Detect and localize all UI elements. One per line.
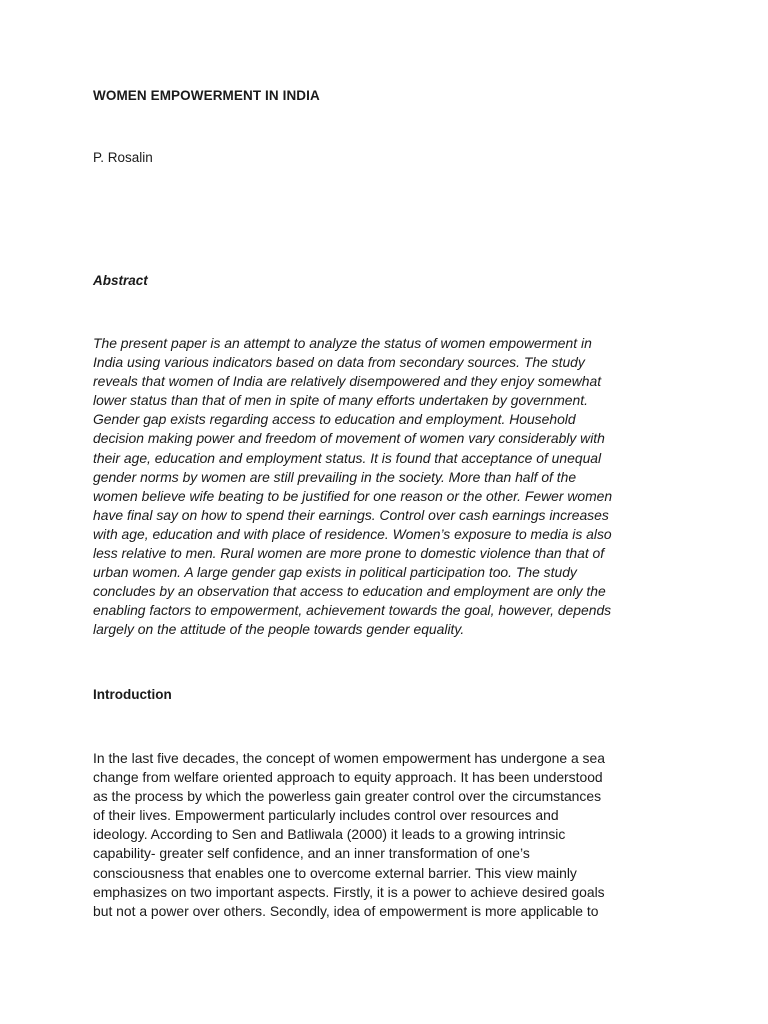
abstract-line: lower status than that of men in spite of many efforts undertaken by government.: [93, 392, 588, 409]
introduction-paragraph: [93, 749, 683, 921]
introduction-heading: Introduction: [93, 687, 172, 702]
introduction-line: of their lives. Empowerment particularly includes control over resources and: [93, 807, 559, 824]
abstract-line: their age, education and employment status. It is found that acceptance of unequal: [93, 449, 602, 466]
abstract-paragraph: [93, 334, 683, 640]
introduction-line: but not a power over others. Secondly, idea of empowerment is more applicable to: [93, 902, 599, 919]
abstract-line: reveals that women of India are relatively disempowered and they enjoy somewhat: [93, 373, 602, 390]
abstract-line: India using various indicators based on data from secondary sources. The study: [93, 354, 585, 371]
introduction-line: capability- greater self confidence, and an inner transformation of one’s: [93, 845, 530, 862]
abstract-line: Gender gap exists regarding access to education and employment. Household: [93, 411, 576, 428]
abstract-line: concludes by an observation that access to education and employment are only the: [93, 583, 606, 600]
abstract-line: less relative to men. Rural women are more prone to domestic violence than that of: [93, 545, 605, 562]
abstract-heading: Abstract: [93, 273, 148, 288]
introduction-line: consciousness that enables one to overcome external barrier. This view mainly: [93, 864, 577, 881]
abstract-line: with age, education and with place of residence. Women’s exposure to media is also: [93, 525, 612, 542]
introduction-line: ideology. According to Sen and Batliwala (2000) it leads to a growing intrinsic: [93, 826, 566, 843]
abstract-line: urban women. A large gender gap exists in political participation too. The study: [93, 564, 577, 581]
abstract-line: have final say on how to spend their earnings. Control over cash earnings increases: [93, 506, 609, 523]
introduction-line: as the process by which the powerless gain greater control over the circumstances: [93, 788, 602, 805]
author-name: P. Rosalin: [93, 150, 153, 165]
abstract-line: decision making power and freedom of movement of women vary considerably with: [93, 430, 605, 447]
abstract-line: women believe wife beating to be justified for one reason or the other. Fewer women: [93, 487, 613, 504]
abstract-line: gender norms by women are still prevailing in the society. More than half of the: [93, 468, 577, 485]
paper-title: WOMEN EMPOWERMENT IN INDIA: [93, 88, 320, 103]
abstract-line: largely on the attitude of the people towards gender equality.: [93, 621, 465, 638]
abstract-line: The present paper is an attempt to analyze the status of women empowerment in: [93, 335, 592, 351]
introduction-line: In the last five decades, the concept of women empowerment has undergone a sea: [93, 750, 605, 766]
abstract-line: enabling factors to empowerment, achievement towards the goal, however, depends: [93, 602, 612, 619]
introduction-line: emphasizes on two important aspects. Firstly, it is a power to achieve desired goals: [93, 883, 605, 900]
introduction-line: change from welfare oriented approach to equity approach. It has been understood: [93, 769, 603, 786]
